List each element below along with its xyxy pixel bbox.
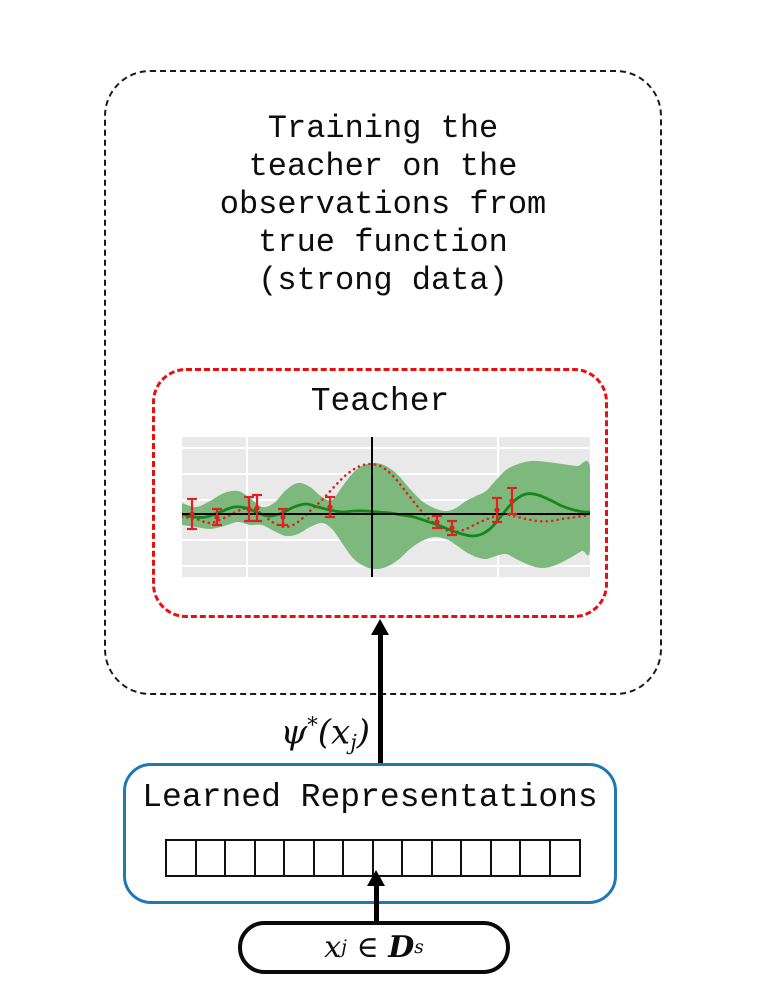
representation-cell <box>490 839 522 877</box>
caption-line-3: observations from <box>219 186 547 223</box>
caption-line-2: teacher on the <box>248 148 518 185</box>
psi-superscript: * <box>307 712 318 737</box>
input-sample-box <box>238 921 510 974</box>
paren-open: ( <box>317 712 331 753</box>
input-var: x <box>324 930 342 965</box>
element-of-symbol: ∈ <box>356 930 379 965</box>
representation-cell <box>549 839 581 877</box>
training-stage-caption <box>106 110 660 300</box>
representation-cell <box>519 839 551 877</box>
arrow-shaft <box>378 633 383 763</box>
dataset-subscript: s <box>414 937 424 958</box>
dataset-symbol: D <box>388 930 415 965</box>
input-var-subscript: j <box>341 937 347 958</box>
representation-cell <box>254 839 286 877</box>
training-stage-box <box>104 70 662 695</box>
teacher-box <box>152 368 608 618</box>
psi-representation-label <box>225 703 370 764</box>
psi-arg-var: x <box>331 712 351 753</box>
caption-line-5: (strong data) <box>258 262 508 299</box>
representation-cell <box>431 839 463 877</box>
caption-line-4: true function <box>258 224 508 261</box>
representation-cell <box>195 839 227 877</box>
representation-cell <box>283 839 315 877</box>
representation-cell <box>165 839 197 877</box>
arrow-shaft <box>374 884 379 922</box>
learned-representations-label: Learned Representations <box>142 779 598 816</box>
gp-posterior-plot <box>182 437 590 577</box>
representation-cell <box>313 839 345 877</box>
psi-arg-subscript: j <box>350 729 357 755</box>
caption-line-1: Training the <box>267 110 499 147</box>
teacher-label: Teacher <box>310 383 450 420</box>
representation-cell <box>401 839 433 877</box>
representation-cell <box>224 839 256 877</box>
paren-close: ) <box>356 712 370 753</box>
representation-cell <box>460 839 492 877</box>
psi-symbol: ψ <box>280 712 308 753</box>
